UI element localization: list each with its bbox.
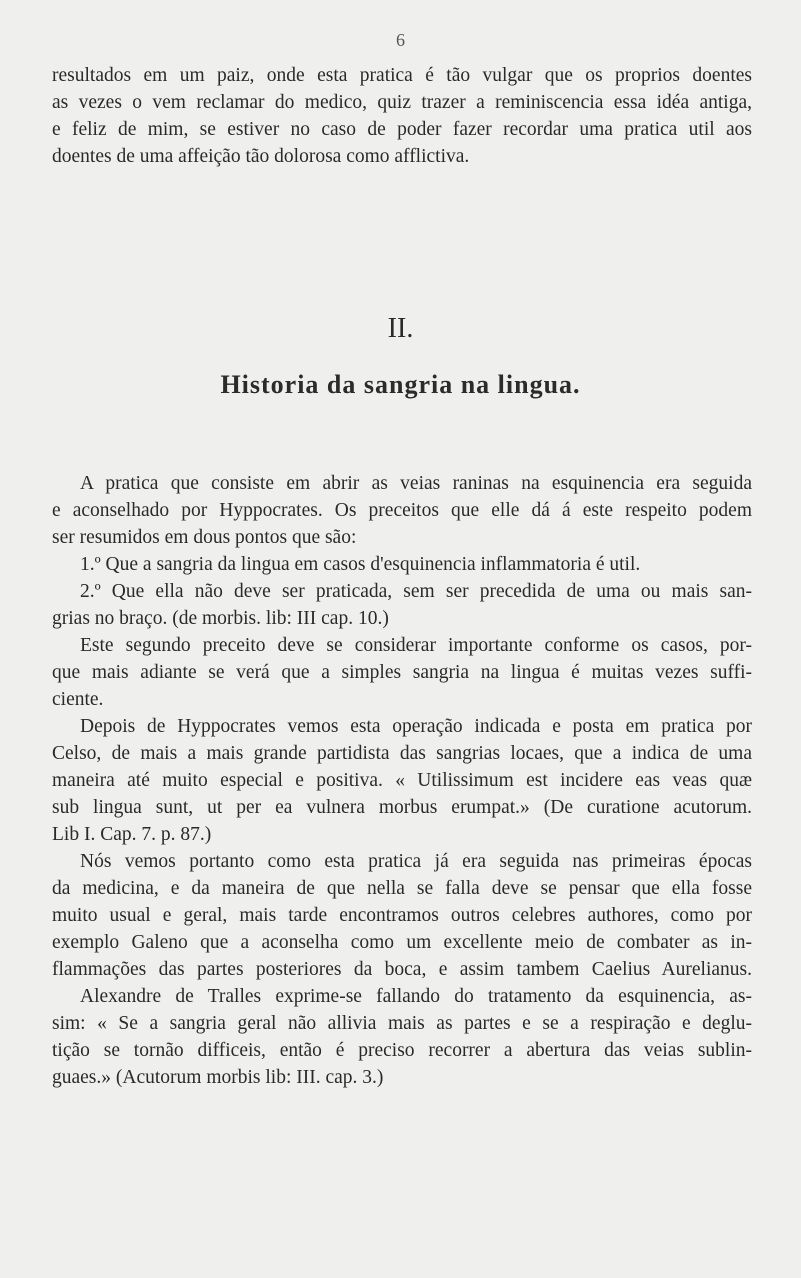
text-line: ciente.	[52, 689, 104, 710]
text-line: 1.º Que a sangria da lingua em casos d'esquinencia inflammatoria é util.	[80, 554, 641, 575]
text-line: Lib I. Cap. 7. p. 87.)	[52, 824, 212, 845]
text-line: e aconselhado por Hyppocrates. Os preceitos que elle dá á este respeito podem	[52, 500, 752, 521]
text-line: tição se tornão difficeis, então é preciso recorrer a abertura das veias sublin-	[52, 1040, 752, 1061]
text-line: A pratica que consiste em abrir as veias raninas na esquinencia era seguida	[80, 473, 752, 494]
text-line: Depois de Hyppocrates vemos esta operação indicada e posta em pratica por	[80, 716, 752, 737]
page-number: 6	[396, 30, 405, 50]
text-line: muito usual e geral, mais tarde encontramos outros celebres authores, como por	[52, 905, 752, 926]
text-line: grias no braço. (de morbis. lib: III cap. 10.)	[52, 608, 389, 629]
text-line: Alexandre de Tralles exprime-se fallando do tratamento da esquinencia, as-	[80, 986, 752, 1007]
text-line: sub lingua sunt, ut per ea vulnera morbus erumpat.» (De curatione acutorum.	[52, 797, 752, 818]
text-line: Celso, de mais a mais grande partidista das sangrias locaes, que a indica de uma	[52, 743, 752, 764]
text-line: flammações das partes posteriores da boca, e assim tambem Caelius Aurelianus.	[52, 959, 752, 980]
text-line: Nós vemos portanto como esta pratica já era seguida nas primeiras épocas	[80, 851, 752, 872]
text-line: doentes de uma affeição tão dolorosa como afflictiva.	[52, 146, 470, 167]
text-line: da medicina, e da maneira de que nella se falla deve se pensar que ella fosse	[52, 878, 752, 899]
opening-paragraph	[52, 62, 752, 170]
text-line: exemplo Galeno que a aconselha como um excellente meio de combater as in-	[52, 932, 752, 953]
text-line: resultados em um paiz, onde esta pratica é tão vulgar que os proprios doentes	[52, 65, 752, 86]
text-line: 2.º Que ella não deve ser praticada, sem ser precedida de uma ou mais san-	[80, 581, 752, 602]
text-line: ser resumidos em dous pontos que são:	[52, 527, 357, 548]
text-line: maneira até muito especial e positiva. « Utilissimum est incidere eas veas quæ	[52, 770, 752, 791]
text-line: Este segundo preceito deve se considerar importante conforme os casos, por-	[80, 635, 752, 656]
section-number: II.	[387, 313, 414, 344]
text-line: sim: « Se a sangria geral não allivia mais as partes e se a respiração e deglu-	[52, 1013, 752, 1034]
text-line: e feliz de mim, se estiver no caso de poder fazer recordar uma pratica util aos	[52, 119, 752, 140]
text-line: guaes.» (Acutorum morbis lib: III. cap. 3.)	[52, 1067, 384, 1088]
text-line: que mais adiante se verá que a simples sangria na lingua é muitas vezes suffi-	[52, 662, 752, 683]
section-body	[52, 470, 752, 1091]
text-line: as vezes o vem reclamar do medico, quiz trazer a reminiscencia essa idéa antiga,	[52, 92, 752, 113]
section-title: Historia da sangria na lingua.	[220, 370, 581, 399]
